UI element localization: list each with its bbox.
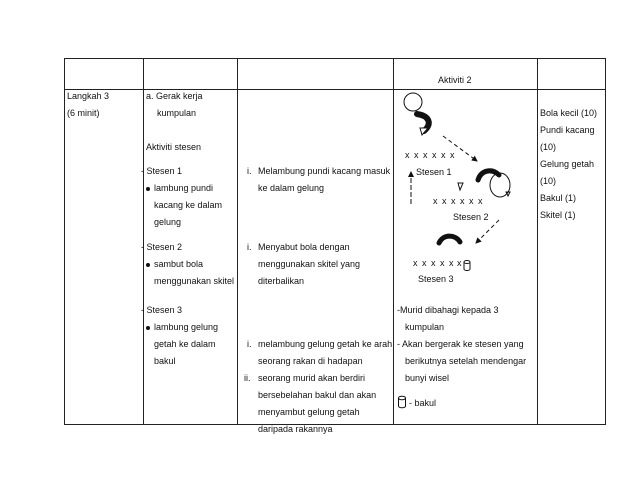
- activity-heading: Aktiviti 2: [438, 75, 472, 85]
- activity-type-heading-cont: kumpulan: [157, 108, 197, 118]
- instruction-number: i.: [247, 166, 252, 176]
- equipment-item: Bola kecil (10): [540, 108, 598, 118]
- ball-icon: [404, 93, 422, 111]
- station-1-task-cont: gelung: [154, 217, 182, 227]
- group-row: x x x x x x: [405, 150, 456, 160]
- station-2-task: sambut bola: [154, 259, 204, 269]
- station-activity-label: Aktiviti stesen: [146, 142, 202, 152]
- instruction-text-cont: menyambut gelung getah: [258, 407, 360, 417]
- instruction-text-cont: ke dalam gelung: [258, 183, 325, 193]
- duration-label: (6 minit): [67, 108, 100, 118]
- station-1-task-cont: kacang ke dalam: [154, 200, 223, 210]
- curved-arrow-icon: [439, 236, 460, 243]
- station-3-label: Stesen 3: [418, 274, 454, 284]
- instruction-text-cont: seorang rakan di hadapan: [258, 356, 363, 366]
- activity-type-heading: a. Gerak kerja: [146, 91, 203, 101]
- curved-arrow-icon: [478, 171, 499, 180]
- station-3-title: - Stesen 3: [141, 305, 183, 315]
- station-1-task: lambung pundi: [154, 183, 214, 193]
- instruction-text-cont: menggunakan skitel yang: [258, 259, 361, 269]
- equipment-item: (10): [540, 176, 557, 186]
- station-3-task-cont: bakul: [154, 356, 176, 366]
- rotation-note-cont: berikutnya setelah mendengar: [405, 356, 527, 366]
- instruction-number: ii.: [244, 373, 251, 383]
- grouping-note-cont: kumpulan: [405, 322, 445, 332]
- station-1-label: Stesen 1: [416, 167, 452, 177]
- instruction-text: melambung gelung getah ke arah: [258, 339, 393, 349]
- direction-arrow-icon: [476, 220, 499, 243]
- station-2-label: Stesen 2: [453, 212, 489, 222]
- station-3-task: lambung gelung: [154, 322, 219, 332]
- instruction-number: i.: [247, 339, 252, 349]
- instruction-text: Melambung pundi kacang masuk: [258, 166, 391, 176]
- instruction-text-cont: diterbalikan: [258, 276, 305, 286]
- skittle-icon: [458, 183, 463, 190]
- station-3-task-cont: getah ke dalam: [154, 339, 216, 349]
- station-2-task-cont: menggunakan skitel: [154, 276, 235, 286]
- instruction-text-cont: daripada rakannya: [258, 424, 333, 434]
- instruction-text-cont: bersebelahan bakul dan akan: [258, 390, 377, 400]
- equipment-item: (10): [540, 142, 557, 152]
- basket-icon: [464, 261, 470, 271]
- group-row: x x x x x: [413, 258, 455, 268]
- basket-legend-label: - bakul: [409, 398, 437, 408]
- equipment-item: Gelung getah: [540, 159, 595, 169]
- station-1-title: - Stesen 1: [141, 166, 183, 176]
- basket-legend-icon: [399, 396, 406, 408]
- grouping-note: -Murid dibahagi kepada 3: [397, 305, 499, 315]
- equipment-item: Skitel (1): [540, 210, 576, 220]
- rotation-note: - Akan bergerak ke stesen yang: [397, 339, 524, 349]
- group-row-end: x: [457, 258, 462, 268]
- rotation-note-cont: bunyi wisel: [405, 373, 450, 383]
- step-label: Langkah 3: [67, 91, 110, 101]
- instruction-text: Menyabut bola dengan: [258, 242, 350, 252]
- group-row: x x x x x x: [433, 196, 484, 206]
- instruction-text: seorang murid akan berdiri: [258, 373, 366, 383]
- equipment-item: Bakul (1): [540, 193, 577, 203]
- instruction-number: i.: [247, 242, 252, 252]
- equipment-item: Pundi kacang: [540, 125, 595, 135]
- station-2-title: - Stesen 2: [141, 242, 183, 252]
